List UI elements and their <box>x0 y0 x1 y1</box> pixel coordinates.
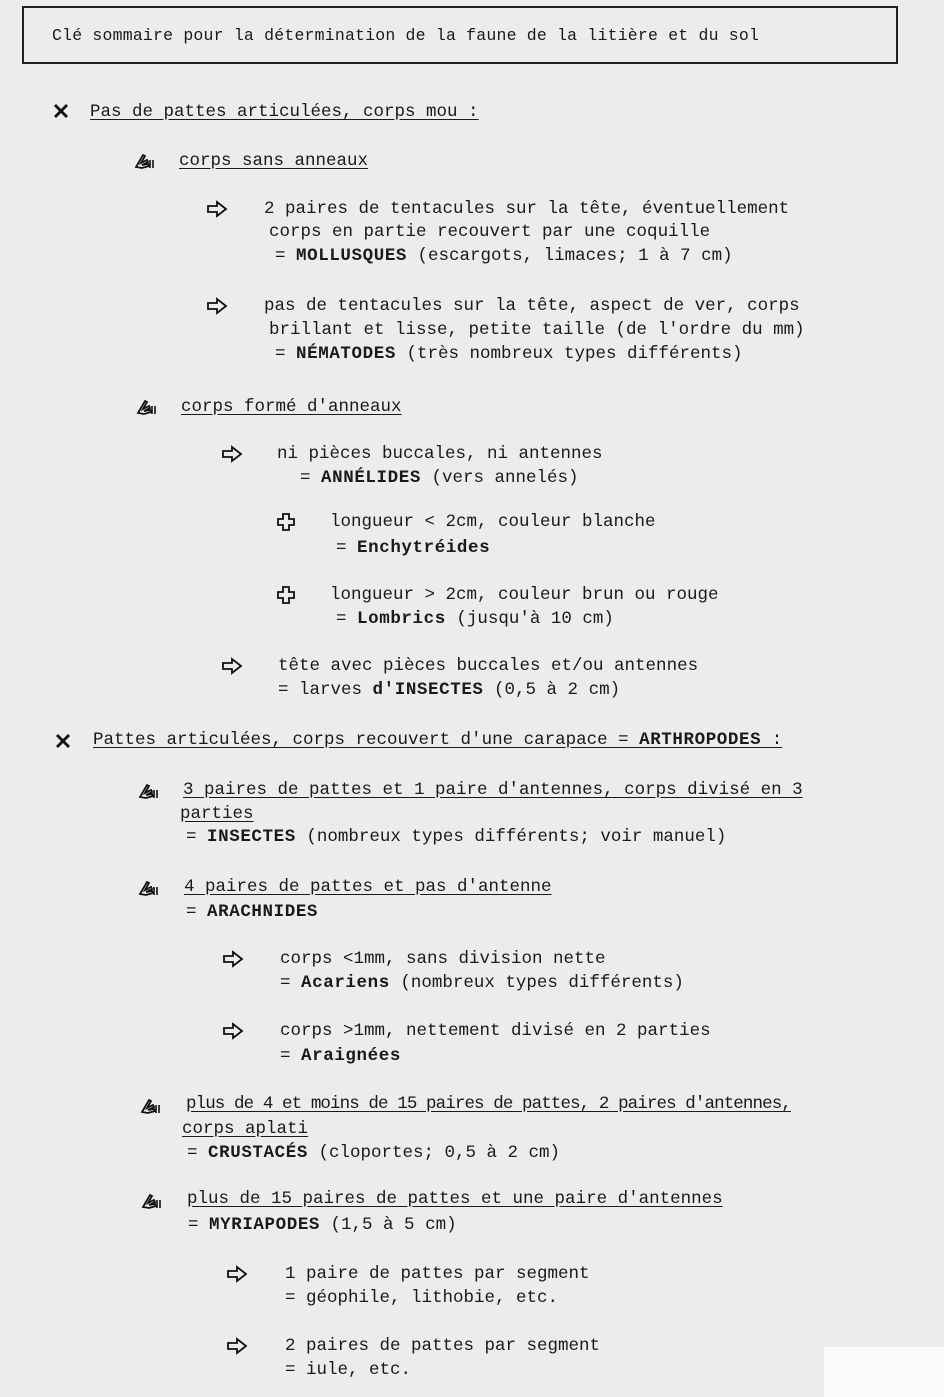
writing-hand-icon <box>141 1191 163 1211</box>
group-heading: parties <box>180 804 254 824</box>
taxon-name: MYRIAPODES <box>209 1215 321 1235</box>
item-line: corps <1mm, sans division nette <box>280 949 606 969</box>
section-heading: Pattes articulées, corps recouvert d'une carapace = ARTHROPODES : <box>93 730 783 750</box>
writing-hand-icon <box>140 1096 162 1116</box>
group-heading: 3 paires de pattes et 1 paire d'antennes, corps divisé en 3 <box>183 780 803 800</box>
item-line: = iule, etc. <box>285 1360 412 1380</box>
cross-x-icon <box>50 101 72 121</box>
writing-hand-icon <box>134 151 156 171</box>
taxon-name: ARACHNIDES <box>207 902 319 922</box>
item-result: = ANNÉLIDES (vers annelés) <box>300 468 579 488</box>
page-corner <box>824 1347 944 1397</box>
item-line: 2 paires de pattes par segment <box>285 1336 601 1356</box>
writing-hand-icon <box>136 397 158 417</box>
taxon-name: Enchytréides <box>357 538 491 558</box>
subitem-line: longueur > 2cm, couleur brun ou rouge <box>330 585 719 605</box>
subitem-line: longueur < 2cm, couleur blanche <box>330 512 656 532</box>
item-line: 1 paire de pattes par segment <box>285 1264 590 1284</box>
outline-arrow-icon <box>222 1021 244 1041</box>
item-result: = Araignées <box>280 1046 401 1066</box>
group-heading: corps sans anneaux <box>179 151 369 171</box>
group-heading: corps aplati <box>182 1119 309 1139</box>
item-line: brillant et lisse, petite taille (de l'ordre du mm) <box>269 320 805 340</box>
group-result: = ARACHNIDES <box>186 902 319 922</box>
item-result: = larves d'INSECTES (0,5 à 2 cm) <box>278 680 621 700</box>
subitem-result: = Lombrics (jusqu'à 10 cm) <box>336 609 614 629</box>
item-result: = NÉMATODES (très nombreux types différents) <box>275 344 743 364</box>
taxon-name: Araignées <box>301 1046 401 1066</box>
taxon-name: Acariens <box>301 973 390 993</box>
outline-arrow-icon <box>221 444 243 464</box>
item-result: = MOLLUSQUES (escargots, limaces; 1 à 7 cm) <box>275 246 733 266</box>
taxon-name: INSECTES <box>207 827 296 847</box>
item-result: = Acariens (nombreux types différents) <box>280 973 684 993</box>
subitem-result: = Enchytréides <box>336 538 491 558</box>
group-heading: plus de 4 et moins de 15 paires de pattes, 2 paires d'antennes, <box>186 1094 791 1114</box>
item-line: = géophile, lithobie, etc. <box>285 1288 559 1308</box>
group-heading: 4 paires de pattes et pas d'antenne <box>184 877 552 897</box>
group-result: = MYRIAPODES (1,5 à 5 cm) <box>188 1215 457 1235</box>
outline-cross-icon <box>275 585 297 605</box>
taxon-name: ANNÉLIDES <box>321 468 421 488</box>
outline-cross-icon <box>275 512 297 532</box>
taxon-name: ARTHROPODES <box>639 730 762 750</box>
group-result: = INSECTES (nombreux types différents; voir manuel) <box>186 827 727 847</box>
group-heading: corps formé d'anneaux <box>181 397 402 417</box>
outline-arrow-icon <box>221 656 243 676</box>
item-line: pas de tentacules sur la tête, aspect de ver, corps <box>264 296 800 316</box>
writing-hand-icon <box>138 878 160 898</box>
outline-arrow-icon <box>226 1336 248 1356</box>
group-heading: plus de 15 paires de pattes et une paire d'antennes <box>187 1189 723 1209</box>
outline-arrow-icon <box>226 1264 248 1284</box>
taxon-name: NÉMATODES <box>296 344 396 364</box>
item-line: 2 paires de tentacules sur la tête, éventuellement <box>264 199 790 219</box>
item-line: tête avec pièces buccales et/ou antennes <box>278 656 699 676</box>
section-heading: Pas de pattes articulées, corps mou : <box>90 102 479 122</box>
outline-arrow-icon <box>206 296 228 316</box>
outline-arrow-icon <box>206 199 228 219</box>
item-line: ni pièces buccales, ni antennes <box>277 444 603 464</box>
taxon-name: Lombrics <box>357 609 446 629</box>
group-result: = CRUSTACÉS (cloportes; 0,5 à 2 cm) <box>187 1143 560 1163</box>
cross-x-icon <box>52 731 74 751</box>
writing-hand-icon <box>138 781 160 801</box>
outline-arrow-icon <box>222 949 244 969</box>
taxon-name: MOLLUSQUES <box>296 246 408 266</box>
taxon-name: CRUSTACÉS <box>208 1143 308 1163</box>
taxon-name: d'INSECTES <box>372 680 484 700</box>
item-line: corps >1mm, nettement divisé en 2 parties <box>280 1021 711 1041</box>
document-title: Clé sommaire pour la détermination de la faune de la litière et du sol <box>22 6 898 64</box>
item-line: corps en partie recouvert par une coquille <box>269 222 711 242</box>
